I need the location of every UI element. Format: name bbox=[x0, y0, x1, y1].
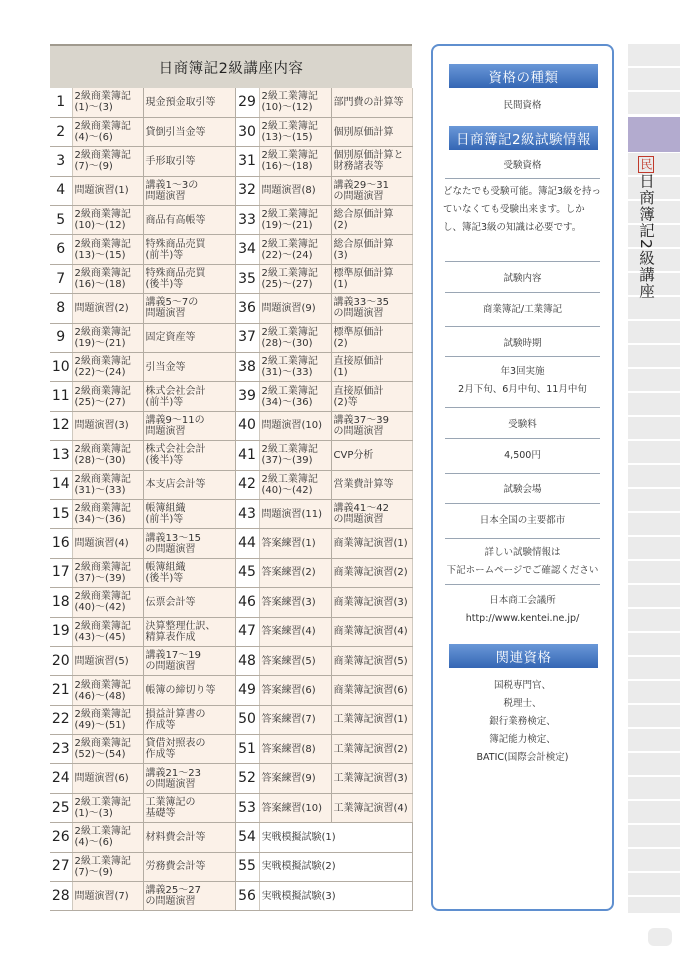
lecture-topic: 答案練習(7) bbox=[259, 705, 331, 734]
lecture-topic: 問題演習(7) bbox=[72, 882, 143, 911]
lecture-topic: 答案練習(3) bbox=[259, 588, 331, 617]
table-row bbox=[50, 470, 412, 499]
lecture-number: 48 bbox=[235, 646, 259, 675]
exam-info-panel bbox=[431, 44, 614, 911]
side-index-tab-active[interactable] bbox=[628, 117, 680, 152]
table-row bbox=[50, 206, 412, 235]
lecture-number: 34 bbox=[235, 235, 259, 264]
lecture-description: 固定資産等 bbox=[143, 323, 235, 352]
lecture-description: 講義17〜19 の問題演習 bbox=[143, 646, 235, 675]
venue-value: 日本全国の主要都市 bbox=[479, 515, 566, 526]
table-row bbox=[50, 646, 412, 675]
lecture-number: 24 bbox=[50, 764, 72, 793]
related-qualifications-header: 関連資格 bbox=[449, 644, 598, 668]
lecture-number: 56 bbox=[235, 882, 259, 911]
side-title-text: 日商簿記2級講座 bbox=[637, 173, 655, 300]
lecture-topic: 答案練習(9) bbox=[259, 764, 331, 793]
lecture-number: 8 bbox=[50, 294, 72, 323]
lecture-topic: 問題演習(4) bbox=[72, 529, 143, 558]
lecture-description: 決算整理仕訳、 精算表作成 bbox=[143, 617, 235, 646]
lecture-description: 工業簿記演習(1) bbox=[331, 705, 412, 734]
lecture-number: 20 bbox=[50, 646, 72, 675]
eligibility-text: どなたでも受験可能。簿記3級を持っていなくても受験出来ます。しかし、簿記3級の知識は必要です。 bbox=[443, 186, 602, 233]
lecture-number: 30 bbox=[235, 117, 259, 146]
organization-url[interactable]: http://www.kentei.ne.jp/ bbox=[465, 613, 580, 624]
lecture-number: 51 bbox=[235, 735, 259, 764]
lecture-number: 42 bbox=[235, 470, 259, 499]
lecture-topic: 問題演習(6) bbox=[72, 764, 143, 793]
lecture-number: 12 bbox=[50, 411, 72, 440]
lecture-number: 28 bbox=[50, 882, 72, 911]
table-row bbox=[50, 264, 412, 293]
fee-value: 4,500円 bbox=[504, 450, 541, 461]
lecture-number: 33 bbox=[235, 206, 259, 235]
lecture-description: 商業簿記演習(1) bbox=[331, 529, 412, 558]
course-table-title: 日商簿記2級講座内容 bbox=[50, 44, 412, 88]
divider bbox=[445, 438, 600, 439]
table-row bbox=[50, 147, 412, 176]
table-row bbox=[50, 558, 412, 587]
lecture-number: 53 bbox=[235, 793, 259, 822]
lecture-description: 引当金等 bbox=[143, 353, 235, 382]
table-row bbox=[50, 852, 412, 881]
lecture-description: 講義5〜7の 問題演習 bbox=[143, 294, 235, 323]
lecture-topic: 2級工業簿記 (10)〜(12) bbox=[259, 88, 331, 117]
lecture-topic: 問題演習(9) bbox=[259, 294, 331, 323]
table-row bbox=[50, 823, 412, 852]
schedule-value-1: 年3回実施 bbox=[500, 366, 545, 377]
lecture-description: 帳簿の締切り等 bbox=[143, 676, 235, 705]
divider bbox=[445, 407, 600, 408]
lecture-topic: 2級商業簿記 (25)〜(27) bbox=[72, 382, 143, 411]
table-row bbox=[50, 735, 412, 764]
lecture-description: 総合原価計算 (2) bbox=[331, 206, 412, 235]
lecture-topic: 2級商業簿記 (43)〜(45) bbox=[72, 617, 143, 646]
lecture-number: 47 bbox=[235, 617, 259, 646]
lecture-number: 43 bbox=[235, 499, 259, 528]
lecture-description: 損益計算書の 作成等 bbox=[143, 705, 235, 734]
table-row bbox=[50, 411, 412, 440]
table-row bbox=[50, 764, 412, 793]
organization-name: 日本商工会議所 bbox=[489, 595, 556, 606]
side-vertical-title bbox=[632, 156, 660, 299]
lecture-description: 商業簿記演習(4) bbox=[331, 617, 412, 646]
lecture-description: 特殊商品売買 (後半)等 bbox=[143, 264, 235, 293]
lecture-topic: 2級商業簿記 (37)〜(39) bbox=[72, 558, 143, 587]
qualification-type-value: 民間資格 bbox=[503, 100, 542, 111]
lecture-topic: 答案練習(5) bbox=[259, 646, 331, 675]
lecture-number: 36 bbox=[235, 294, 259, 323]
lecture-description: 工業簿記演習(3) bbox=[331, 764, 412, 793]
lecture-description: 商業簿記演習(6) bbox=[331, 676, 412, 705]
lecture-topic: 2級商業簿記 (49)〜(51) bbox=[72, 705, 143, 734]
lecture-number: 11 bbox=[50, 382, 72, 411]
table-row bbox=[50, 588, 412, 617]
lecture-number: 22 bbox=[50, 705, 72, 734]
detail-line-1: 詳しい試験情報は bbox=[484, 547, 561, 558]
lecture-description: 総合原価計算 (3) bbox=[331, 235, 412, 264]
lecture-description: 工業簿記演習(4) bbox=[331, 793, 412, 822]
lecture-topic: 2級商業簿記 (7)〜(9) bbox=[72, 147, 143, 176]
schedule-label: 試験時期 bbox=[503, 338, 542, 349]
lecture-number: 50 bbox=[235, 705, 259, 734]
lecture-description: 労務費会計等 bbox=[143, 852, 235, 881]
content-value: 商業簿記/工業簿記 bbox=[482, 304, 563, 315]
table-row bbox=[50, 353, 412, 382]
lecture-topic: 2級工業簿記 (16)〜(18) bbox=[259, 147, 331, 176]
divider bbox=[445, 261, 600, 262]
table-row bbox=[50, 705, 412, 734]
table-row bbox=[50, 617, 412, 646]
lecture-topic: 2級工業簿記 (34)〜(36) bbox=[259, 382, 331, 411]
lecture-number: 35 bbox=[235, 264, 259, 293]
eligibility-label: 受験資格 bbox=[503, 160, 542, 171]
lecture-topic: 2級商業簿記 (16)〜(18) bbox=[72, 264, 143, 293]
lecture-topic: 実戦模擬試験(3) bbox=[259, 882, 412, 911]
fee-label: 受験料 bbox=[508, 419, 537, 430]
lecture-topic: 2級商業簿記 (4)〜(6) bbox=[72, 117, 143, 146]
lecture-number: 55 bbox=[235, 852, 259, 881]
lecture-topic: 問題演習(8) bbox=[259, 176, 331, 205]
lecture-description: 手形取引等 bbox=[143, 147, 235, 176]
lecture-description: CVP分析 bbox=[331, 441, 412, 470]
table-row bbox=[50, 235, 412, 264]
lecture-topic: 2級工業簿記 (31)〜(33) bbox=[259, 353, 331, 382]
category-mark: 民 bbox=[639, 158, 653, 171]
table-row bbox=[50, 793, 412, 822]
lecture-number: 54 bbox=[235, 823, 259, 852]
lecture-number: 44 bbox=[235, 529, 259, 558]
lecture-description: 工業簿記の 基礎等 bbox=[143, 793, 235, 822]
lecture-number: 29 bbox=[235, 88, 259, 117]
table-row bbox=[50, 117, 412, 146]
lecture-description: 商業簿記演習(3) bbox=[331, 588, 412, 617]
lecture-description: 商業簿記演習(2) bbox=[331, 558, 412, 587]
lecture-number: 4 bbox=[50, 176, 72, 205]
lecture-topic: 2級商業簿記 (34)〜(36) bbox=[72, 499, 143, 528]
table-row bbox=[50, 499, 412, 528]
lecture-description: 伝票会計等 bbox=[143, 588, 235, 617]
lecture-topic: 2級工業簿記 (40)〜(42) bbox=[259, 470, 331, 499]
lecture-number: 19 bbox=[50, 617, 72, 646]
lecture-topic: 2級工業簿記 (28)〜(30) bbox=[259, 323, 331, 352]
lecture-topic: 2級商業簿記 (1)〜(3) bbox=[72, 88, 143, 117]
lecture-number: 39 bbox=[235, 382, 259, 411]
lecture-description: 貸倒引当金等 bbox=[143, 117, 235, 146]
lecture-number: 21 bbox=[50, 676, 72, 705]
related-item: 簿記能力検定、 bbox=[489, 734, 556, 745]
lecture-number: 41 bbox=[235, 441, 259, 470]
lecture-topic: 2級商業簿記 (10)〜(12) bbox=[72, 206, 143, 235]
lecture-number: 7 bbox=[50, 264, 72, 293]
lecture-description: 本支店会計等 bbox=[143, 470, 235, 499]
lecture-number: 16 bbox=[50, 529, 72, 558]
lecture-topic: 問題演習(3) bbox=[72, 411, 143, 440]
detail-line-2: 下記ホームページでご確認ください bbox=[446, 565, 599, 576]
table-row bbox=[50, 323, 412, 352]
lecture-topic: 答案練習(1) bbox=[259, 529, 331, 558]
lecture-description: 講義33〜35 の問題演習 bbox=[331, 294, 412, 323]
lecture-number: 26 bbox=[50, 823, 72, 852]
lecture-description: 貸借対照表の 作成等 bbox=[143, 735, 235, 764]
lecture-description: 個別原価計算 bbox=[331, 117, 412, 146]
lecture-number: 10 bbox=[50, 353, 72, 382]
lecture-number: 9 bbox=[50, 323, 72, 352]
divider bbox=[445, 503, 600, 504]
lecture-topic: 実戦模擬試験(2) bbox=[259, 852, 412, 881]
lecture-number: 52 bbox=[235, 764, 259, 793]
lecture-topic: 問題演習(2) bbox=[72, 294, 143, 323]
divider bbox=[445, 326, 600, 327]
lecture-number: 38 bbox=[235, 353, 259, 382]
lecture-description: 講義29〜31 の問題演習 bbox=[331, 176, 412, 205]
lecture-number: 18 bbox=[50, 588, 72, 617]
lecture-description: 講義9〜11の 問題演習 bbox=[143, 411, 235, 440]
lecture-description: 株式会社会計 (後半)等 bbox=[143, 441, 235, 470]
lecture-description: 帳簿組織 (前半)等 bbox=[143, 499, 235, 528]
related-item: 国税専門官、 bbox=[493, 680, 551, 691]
divider bbox=[445, 538, 600, 539]
table-row bbox=[50, 676, 412, 705]
lecture-topic: 2級工業簿記 (22)〜(24) bbox=[259, 235, 331, 264]
lecture-description: 標準原価計算 (1) bbox=[331, 264, 412, 293]
lecture-topic: 2級商業簿記 (52)〜(54) bbox=[72, 735, 143, 764]
lecture-topic: 答案練習(4) bbox=[259, 617, 331, 646]
lecture-number: 5 bbox=[50, 206, 72, 235]
related-item: 銀行業務検定、 bbox=[489, 716, 556, 727]
lecture-description: 商品有高帳等 bbox=[143, 206, 235, 235]
lecture-number: 3 bbox=[50, 147, 72, 176]
lecture-description: 講義21〜23 の問題演習 bbox=[143, 764, 235, 793]
lecture-topic: 問題演習(11) bbox=[259, 499, 331, 528]
lecture-number: 37 bbox=[235, 323, 259, 352]
content-label: 試験内容 bbox=[503, 273, 542, 284]
lecture-number: 25 bbox=[50, 793, 72, 822]
lecture-description: 材料費会計等 bbox=[143, 823, 235, 852]
lecture-number: 27 bbox=[50, 852, 72, 881]
lecture-description: 個別原価計算と 財務諸表等 bbox=[331, 147, 412, 176]
lecture-topic: 2級商業簿記 (40)〜(42) bbox=[72, 588, 143, 617]
schedule-value-2: 2月下旬、6月中旬、11月中旬 bbox=[458, 384, 587, 395]
lecture-topic: 2級工業簿記 (1)〜(3) bbox=[72, 793, 143, 822]
lecture-description: 現金預金取引等 bbox=[143, 88, 235, 117]
related-item: BATIC(国際会計検定) bbox=[476, 752, 569, 763]
lecture-topic: 2級商業簿記 (46)〜(48) bbox=[72, 676, 143, 705]
lecture-number: 2 bbox=[50, 117, 72, 146]
lecture-topic: 2級工業簿記 (4)〜(6) bbox=[72, 823, 143, 852]
table-row bbox=[50, 294, 412, 323]
lecture-topic: 2級工業簿記 (7)〜(9) bbox=[72, 852, 143, 881]
lecture-topic: 答案練習(10) bbox=[259, 793, 331, 822]
lecture-topic: 実戦模擬試験(1) bbox=[259, 823, 412, 852]
lecture-description: 直接原価計 (2)等 bbox=[331, 382, 412, 411]
divider bbox=[445, 292, 600, 293]
side-index-tabs-top bbox=[628, 44, 680, 116]
lecture-topic: 2級商業簿記 (19)〜(21) bbox=[72, 323, 143, 352]
lecture-description: 講義41〜42 の問題演習 bbox=[331, 499, 412, 528]
table-row bbox=[50, 441, 412, 470]
related-item: 税理士、 bbox=[503, 698, 542, 709]
lecture-description: 部門費の計算等 bbox=[331, 88, 412, 117]
lecture-topic: 2級工業簿記 (25)〜(27) bbox=[259, 264, 331, 293]
lecture-topic: 答案練習(6) bbox=[259, 676, 331, 705]
lecture-description: 直接原価計 (1) bbox=[331, 353, 412, 382]
lecture-description: 標準原価計 (2) bbox=[331, 323, 412, 352]
divider bbox=[445, 584, 600, 585]
table-row bbox=[50, 529, 412, 558]
course-content-table bbox=[50, 44, 412, 911]
lecture-description: 工業簿記演習(2) bbox=[331, 735, 412, 764]
lecture-number: 49 bbox=[235, 676, 259, 705]
lecture-description: 講義1〜3の 問題演習 bbox=[143, 176, 235, 205]
lecture-description: 株式会社会計 (前半)等 bbox=[143, 382, 235, 411]
page-corner-decoration bbox=[648, 928, 672, 946]
lecture-topic: 2級商業簿記 (13)〜(15) bbox=[72, 235, 143, 264]
table-row bbox=[50, 882, 412, 911]
lecture-number: 13 bbox=[50, 441, 72, 470]
lecture-topic: 答案練習(8) bbox=[259, 735, 331, 764]
lecture-number: 14 bbox=[50, 470, 72, 499]
lecture-number: 23 bbox=[50, 735, 72, 764]
lecture-number: 40 bbox=[235, 411, 259, 440]
lecture-topic: 問題演習(5) bbox=[72, 646, 143, 675]
lecture-description: 営業費計算等 bbox=[331, 470, 412, 499]
lecture-description: 帳簿組織 (後半)等 bbox=[143, 558, 235, 587]
lecture-number: 31 bbox=[235, 147, 259, 176]
lecture-description: 講義37〜39 の問題演習 bbox=[331, 411, 412, 440]
venue-label: 試験会場 bbox=[503, 484, 542, 495]
lecture-topic: 2級商業簿記 (22)〜(24) bbox=[72, 353, 143, 382]
lecture-topic: 2級商業簿記 (31)〜(33) bbox=[72, 470, 143, 499]
divider bbox=[445, 473, 600, 474]
lecture-topic: 問題演習(1) bbox=[72, 176, 143, 205]
lecture-topic: 2級工業簿記 (37)〜(39) bbox=[259, 441, 331, 470]
table-row bbox=[50, 382, 412, 411]
lecture-number: 15 bbox=[50, 499, 72, 528]
lecture-topic: 答案練習(2) bbox=[259, 558, 331, 587]
lecture-number: 46 bbox=[235, 588, 259, 617]
qualification-type-header: 資格の種類 bbox=[449, 64, 598, 88]
divider bbox=[445, 356, 600, 357]
lecture-number: 45 bbox=[235, 558, 259, 587]
lecture-description: 商業簿記演習(5) bbox=[331, 646, 412, 675]
lecture-topic: 2級商業簿記 (28)〜(30) bbox=[72, 441, 143, 470]
lecture-number: 17 bbox=[50, 558, 72, 587]
lecture-number: 1 bbox=[50, 88, 72, 117]
exam-info-header: 日商簿記2級試験情報 bbox=[449, 126, 598, 150]
lecture-topic: 2級工業簿記 (13)〜(15) bbox=[259, 117, 331, 146]
lecture-topic: 問題演習(10) bbox=[259, 411, 331, 440]
lecture-topic: 2級工業簿記 (19)〜(21) bbox=[259, 206, 331, 235]
lecture-number: 6 bbox=[50, 235, 72, 264]
lecture-description: 講義13〜15 の問題演習 bbox=[143, 529, 235, 558]
course-rows bbox=[50, 88, 413, 911]
lecture-description: 特殊商品売買 (前半)等 bbox=[143, 235, 235, 264]
table-row bbox=[50, 176, 412, 205]
table-row bbox=[50, 88, 412, 117]
lecture-number: 32 bbox=[235, 176, 259, 205]
divider bbox=[445, 178, 600, 179]
lecture-description: 講義25〜27 の問題演習 bbox=[143, 882, 235, 911]
